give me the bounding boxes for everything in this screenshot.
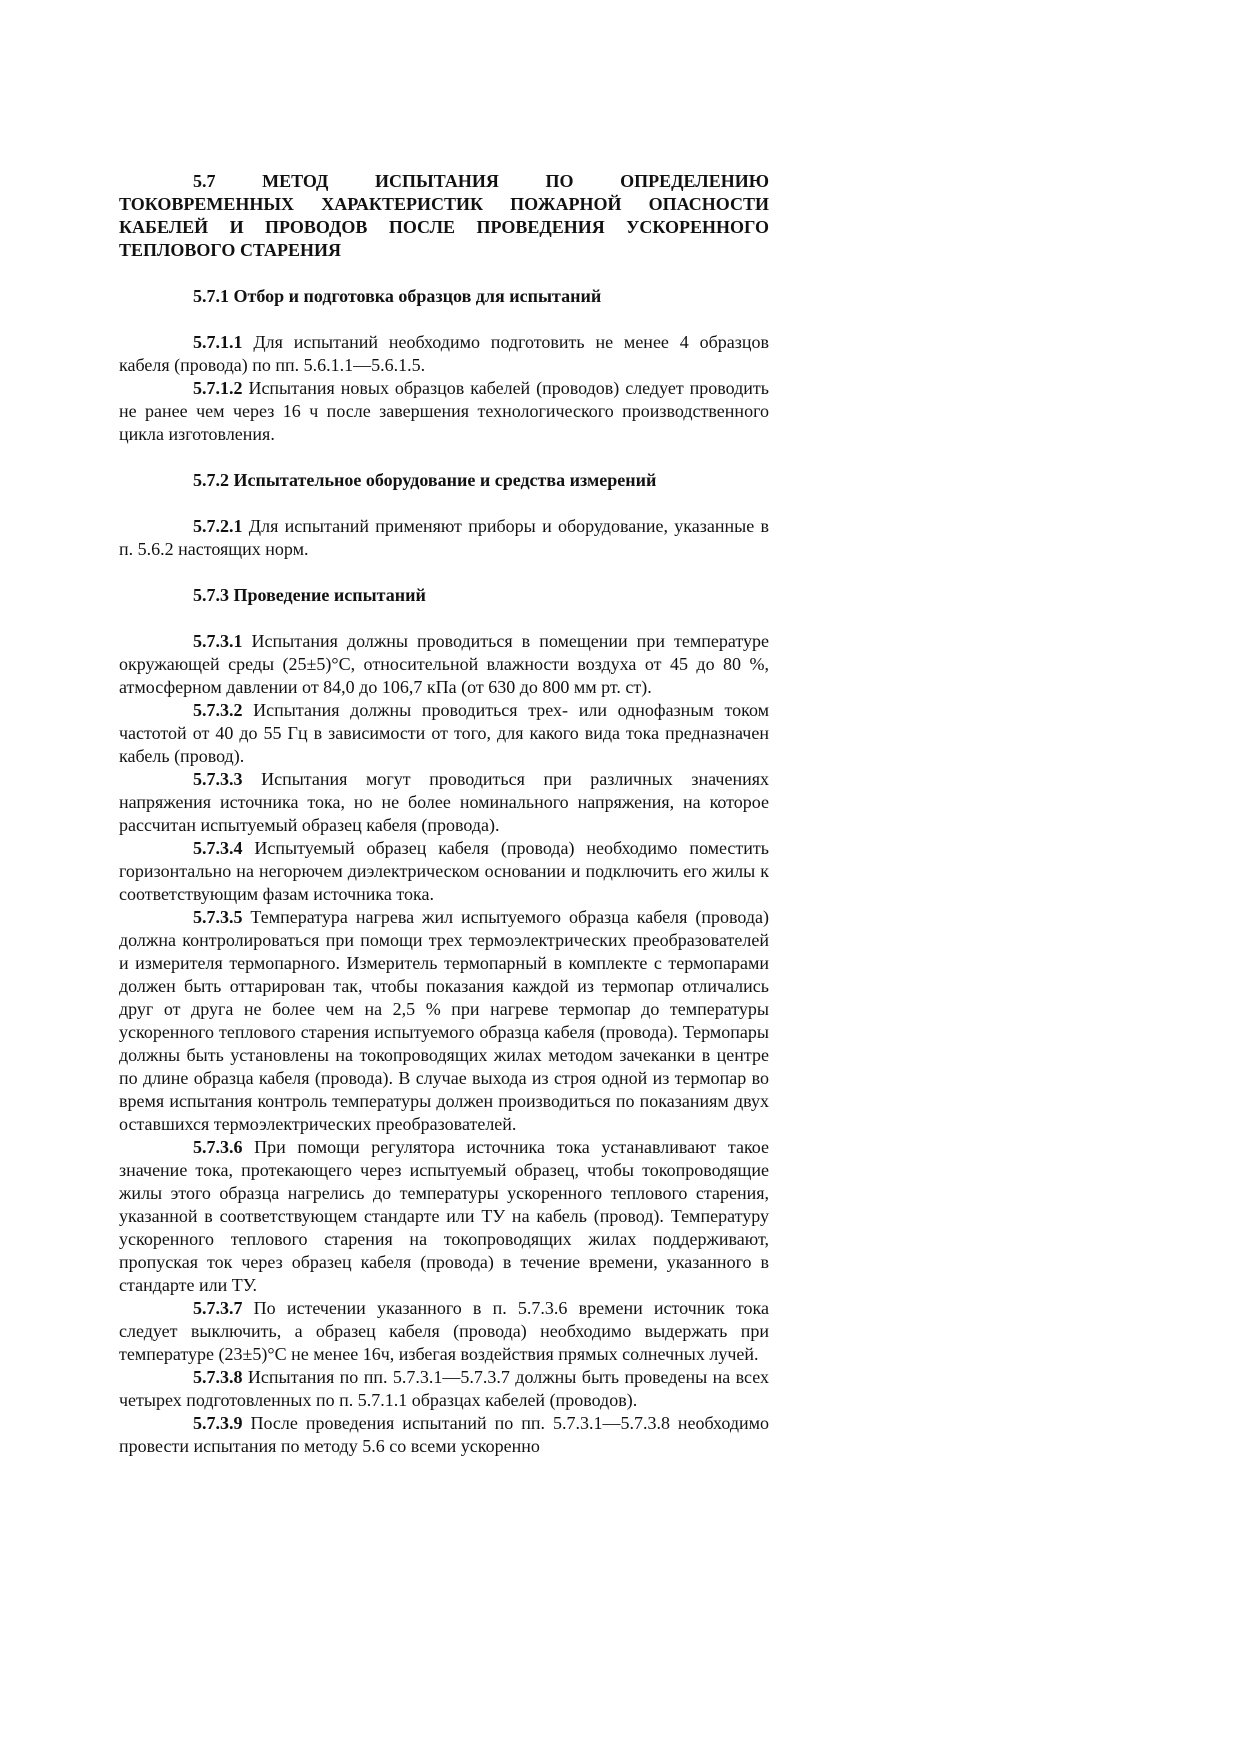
paragraph-5-7-3-1 <box>119 630 769 699</box>
clause-text: Испытания должны проводиться трех- или однофазным током частотой от 40 до 55 Гц в зависимости от того, для какого вида тока предназначен кабель (провод). <box>119 700 769 766</box>
clause-text: Испытания по пп. 5.7.3.1—5.7.3.7 должны быть проведены на всех четырех подготовленных по п. 5.7.1.1 образцах кабелей (проводов). <box>119 1367 769 1410</box>
paragraph-5-7-1-2 <box>119 377 769 446</box>
spacer <box>119 561 769 584</box>
clause-text: Температура нагрева жил испытуемого образца кабеля (провода) должна контролироваться при помощи трех термоэлектрических преобразователей и измерителя термопарного. Измеритель термопарный в комплекте с термопарами должен быть оттарирован так, чтобы показания каждой из термопар отличались друг от друга не более чем на 2,5 % при нагреве термопар до температуры ускоренного теплового старения испытуемого образца кабеля (провода). Термопары должны быть установлены на токопроводящих жилах методом зачеканки в центре по длине образца кабеля (провода). В случае выхода из строя одной из термопар во время испытания контроль температуры должен производиться по показаниям двух оставшихся термоэлектрических преобразователей. <box>119 907 769 1134</box>
spacer <box>119 492 769 515</box>
paragraph-5-7-1-1 <box>119 331 769 377</box>
paragraph-5-7-3-5 <box>119 906 769 1136</box>
clause-number: 5.7.3.8 <box>193 1367 243 1387</box>
clause-text: Испытуемый образец кабеля (провода) необходимо поместить горизонтально на негорючем диэлектрическом основании и подключить его жилы к соответствующим фазам источника тока. <box>119 838 769 904</box>
clause-text: После проведения испытаний по пп. 5.7.3.1—5.7.3.8 необходимо провести испытания по методу 5.6 со всеми ускоренно <box>119 1413 769 1456</box>
clause-number: 5.7.3.2 <box>193 700 243 720</box>
clause-text: Для испытаний применяют приборы и оборудование, указанные в п. 5.6.2 настоящих норм. <box>119 516 769 559</box>
paragraph-5-7-3-8 <box>119 1366 769 1412</box>
paragraph-5-7-3-3 <box>119 768 769 837</box>
clause-number: 5.7.3.9 <box>193 1413 243 1433</box>
clause-text: По истечении указанного в п. 5.7.3.6 времени источник тока следует выключить, а образец кабеля (провода) необходимо выдержать при температуре (23±5)°С не менее 16ч, избегая воздействия прямых солнечных лучей. <box>119 1298 769 1364</box>
document-title: 5.7 МЕТОД ИСПЫТАНИЯ ПО ОПРЕДЕЛЕНИЮ ТОКОВРЕМЕННЫХ ХАРАКТЕРИСТИК ПОЖАРНОЙ ОПАСНОСТИ КАБЕЛЕЙ И ПРОВОДОВ ПОСЛЕ ПРОВЕДЕНИЯ УСКОРЕННОГО ТЕПЛОВОГО СТАРЕНИЯ <box>119 171 769 260</box>
paragraph-5-7-3-6 <box>119 1136 769 1297</box>
paragraph-5-7-3-4 <box>119 837 769 906</box>
clause-number: 5.7.3.5 <box>193 907 243 927</box>
clause-number: 5.7.3.7 <box>193 1298 243 1318</box>
document-page <box>119 170 769 1458</box>
spacer <box>119 607 769 630</box>
clause-text: Для испытаний необходимо подготовить не менее 4 образцов кабеля (провода) по пп. 5.6.1.1—5.6.1.5. <box>119 332 769 375</box>
clause-number: 5.7.1.2 <box>193 378 243 398</box>
clause-text: При помощи регулятора источника тока устанавливают такое значение тока, протекающего через испытуемый образец, чтобы токопроводящие жилы этого образца нагрелись до температуры ускоренного теплового старения, указанной в соответствующем стандарте или ТУ на кабель (провод). Температуру ускоренного теплового старения на токопроводящих жилах поддерживают, пропуская ток через образец кабеля (провода) в течение времени, указанного в стандарте или ТУ. <box>119 1137 769 1295</box>
clause-number: 5.7.2.1 <box>193 516 243 536</box>
clause-number: 5.7.3.4 <box>193 838 243 858</box>
paragraph-5-7-3-2 <box>119 699 769 768</box>
clause-number: 5.7.1.1 <box>193 332 243 352</box>
clause-text: Испытания новых образцов кабелей (проводов) следует проводить не ранее чем через 16 ч после завершения технологического производственного цикла изготовления. <box>119 378 769 444</box>
section-heading-5-7-3: 5.7.3 Проведение испытаний <box>193 585 426 605</box>
clause-number: 5.7.3.6 <box>193 1137 243 1157</box>
spacer <box>119 446 769 469</box>
paragraph-5-7-3-9 <box>119 1412 769 1458</box>
clause-text: Испытания могут проводиться при различных значениях напряжения источника тока, но не более номинального напряжения, на которое рассчитан испытуемый образец кабеля (провода). <box>119 769 769 835</box>
clause-text: Испытания должны проводиться в помещении при температуре окружающей среды (25±5)°С, относительной влажности воздуха от 45 до 80 %, атмосферном давлении от 84,0 до 106,7 кПа (от 630 до 800 мм рт. ст). <box>119 631 769 697</box>
paragraph-5-7-2-1 <box>119 515 769 561</box>
spacer <box>119 308 769 331</box>
clause-number: 5.7.3.1 <box>193 631 243 651</box>
clause-number: 5.7.3.3 <box>193 769 243 789</box>
section-heading-5-7-2: 5.7.2 Испытательное оборудование и средства измерений <box>193 470 657 490</box>
section-heading-5-7-1: 5.7.1 Отбор и подготовка образцов для испытаний <box>193 286 602 306</box>
paragraph-5-7-3-7 <box>119 1297 769 1366</box>
spacer <box>119 262 769 285</box>
